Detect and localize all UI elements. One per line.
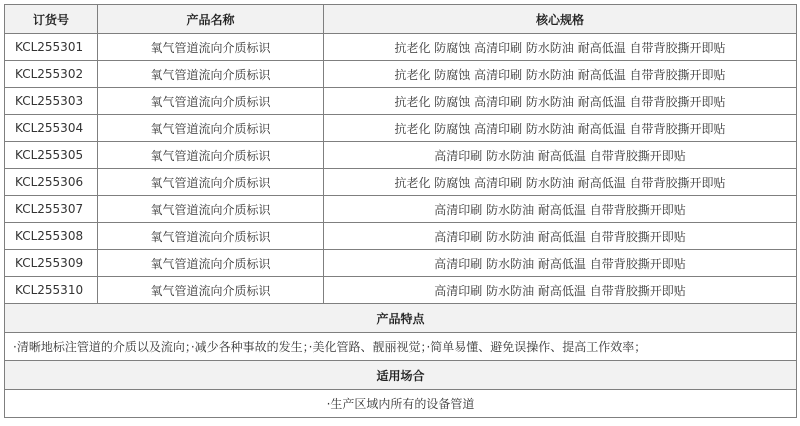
spec-cell: 高清印刷 防水防油 耐高低温 自带背胶撕开即贴: [324, 250, 797, 277]
product-name-cell: 氧气管道流向介质标识: [98, 250, 324, 277]
features-title: 产品特点: [5, 304, 797, 333]
order-number-cell: KCL255301: [5, 34, 98, 61]
order-number-cell: KCL255307: [5, 196, 98, 223]
order-number-cell: KCL255309: [5, 250, 98, 277]
product-name-cell: 氧气管道流向介质标识: [98, 196, 324, 223]
header-product-name: 产品名称: [98, 5, 324, 34]
product-spec-sheet: [4, 4, 796, 418]
features-row: [5, 333, 797, 361]
order-number-cell: KCL255306: [5, 169, 98, 196]
header-order-number: 订货号: [5, 5, 98, 34]
order-number-cell: KCL255304: [5, 115, 98, 142]
order-number-cell: KCL255302: [5, 61, 98, 88]
table-row: [5, 142, 797, 169]
spec-cell: 高清印刷 防水防油 耐高低温 自带背胶撕开即贴: [324, 223, 797, 250]
usage-header-row: [5, 361, 797, 390]
table-row: [5, 88, 797, 115]
spec-cell: 高清印刷 防水防油 耐高低温 自带背胶撕开即贴: [324, 142, 797, 169]
spec-cell: 抗老化 防腐蚀 高清印刷 防水防油 耐高低温 自带背胶撕开即贴: [324, 169, 797, 196]
product-name-cell: 氧气管道流向介质标识: [98, 61, 324, 88]
table-row: [5, 61, 797, 88]
features-header-row: [5, 304, 797, 333]
spec-cell: 抗老化 防腐蚀 高清印刷 防水防油 耐高低温 自带背胶撕开即贴: [324, 61, 797, 88]
spec-cell: 高清印刷 防水防油 耐高低温 自带背胶撕开即贴: [324, 196, 797, 223]
order-number-cell: KCL255308: [5, 223, 98, 250]
order-number-cell: KCL255303: [5, 88, 98, 115]
usage-text: ·生产区域内所有的设备管道: [5, 390, 797, 418]
spec-cell: 抗老化 防腐蚀 高清印刷 防水防油 耐高低温 自带背胶撕开即贴: [324, 115, 797, 142]
table-row: [5, 169, 797, 196]
product-name-cell: 氧气管道流向介质标识: [98, 88, 324, 115]
table-row: [5, 196, 797, 223]
table-row: [5, 115, 797, 142]
product-name-cell: 氧气管道流向介质标识: [98, 115, 324, 142]
spec-cell: 抗老化 防腐蚀 高清印刷 防水防油 耐高低温 自带背胶撕开即贴: [324, 34, 797, 61]
product-table: [4, 4, 797, 418]
table-row: [5, 223, 797, 250]
product-name-cell: 氧气管道流向介质标识: [98, 34, 324, 61]
header-core-spec: 核心规格: [324, 5, 797, 34]
product-name-cell: 氧气管道流向介质标识: [98, 169, 324, 196]
spec-cell: 抗老化 防腐蚀 高清印刷 防水防油 耐高低温 自带背胶撕开即贴: [324, 88, 797, 115]
product-name-cell: 氧气管道流向介质标识: [98, 142, 324, 169]
table-row: [5, 34, 797, 61]
table-row: [5, 250, 797, 277]
usage-row: [5, 390, 797, 418]
table-header-row: [5, 5, 797, 34]
spec-cell: 高清印刷 防水防油 耐高低温 自带背胶撕开即贴: [324, 277, 797, 304]
product-name-cell: 氧气管道流向介质标识: [98, 277, 324, 304]
table-row: [5, 277, 797, 304]
product-name-cell: 氧气管道流向介质标识: [98, 223, 324, 250]
order-number-cell: KCL255305: [5, 142, 98, 169]
usage-title: 适用场合: [5, 361, 797, 390]
order-number-cell: KCL255310: [5, 277, 98, 304]
features-text: ·清晰地标注管道的介质以及流向；·减少各种事故的发生；·美化管路、靓丽视觉；·简单易懂、避免误操作、提高工作效率；: [5, 333, 797, 361]
